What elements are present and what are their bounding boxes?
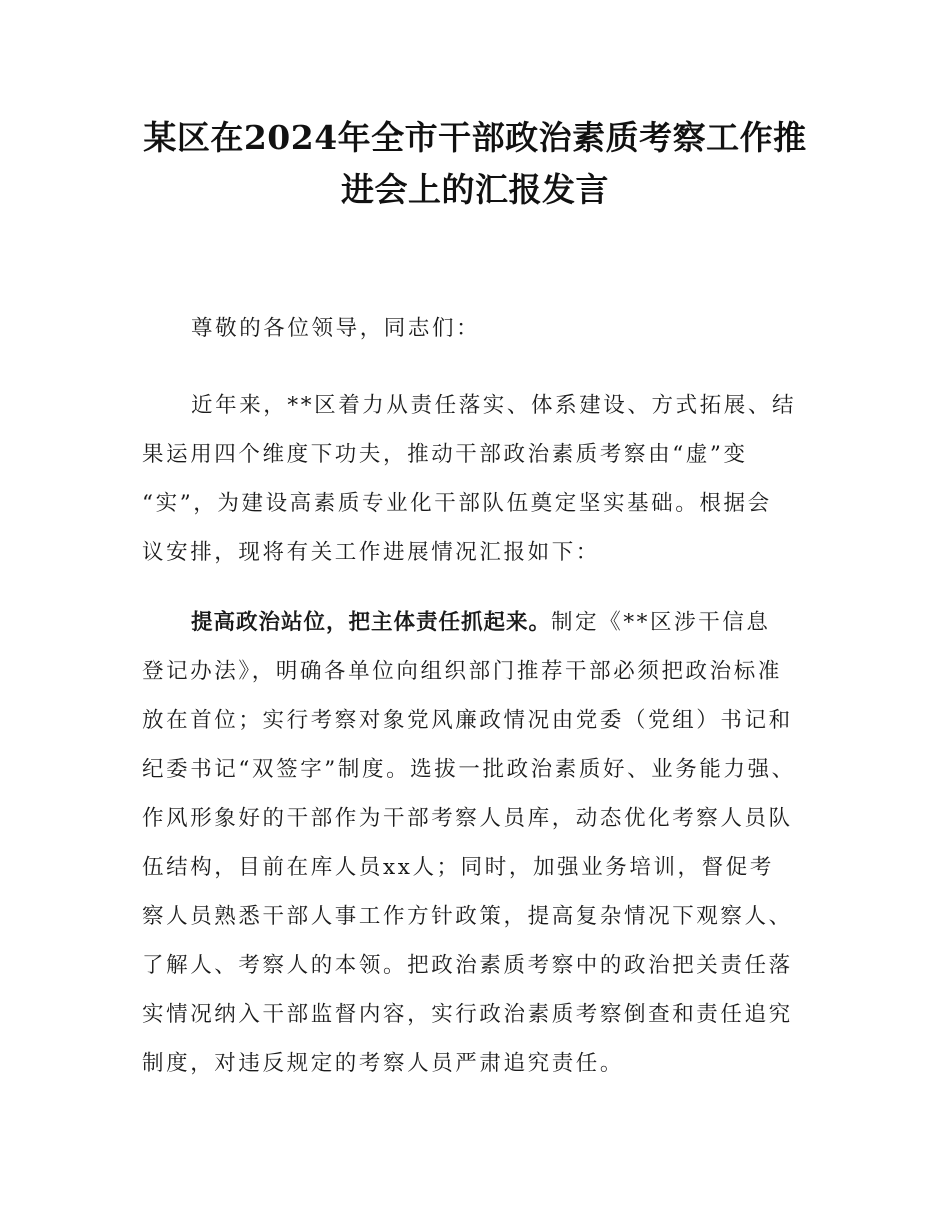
section1-line-6: 伍结构，目前在库人员xx人；同时，加强业务培训，督促考 [142,855,774,880]
section1-line-7: 察人员熟悉干部人事工作方针政策，提高复杂情况下观察人、 [142,904,793,929]
section1-line-9: 实情况纳入干部监督内容，实行政治素质考察倒查和责任追究 [142,1002,793,1027]
section1-line-2: 登记办法》，明确各单位向组织部门推荐干部必须把政治标准 [142,659,782,684]
greeting-line: 尊敬的各位领导，同志们： [191,316,481,341]
greeting-paragraph [142,304,832,353]
section1-line-10: 制度，对违反规定的考察人员严肃追究责任。 [142,1051,625,1076]
title-line-2: 进会上的汇报发言 [341,170,609,209]
intro-line-2: 果运用四个维度下功夫，推动干部政治素质考察由“虚”变 [142,442,748,467]
section1-heading: 提高政治站位，把主体责任抓起来。 [191,610,552,635]
intro-line-4: 议安排，现将有关工作进展情况汇报如下： [142,540,600,565]
section1-line-8: 了解人、考察人的本领。把政治素质考察中的政治把关责任落 [142,953,793,978]
section1-line-5: 作风形象好的干部作为干部考察人员库，动态优化考察人员队 [142,806,793,831]
intro-line-3: “实”，为建设高素质专业化干部队伍奠定坚实基础。根据会 [142,491,772,516]
section1-line-3: 放在首位；实行考察对象党风廉政情况由党委（党组）书记和 [142,708,793,733]
document-body [142,304,832,1088]
section1-paragraph [142,598,832,1088]
intro-line-1: 近年来，**区着力从责任落实、体系建设、方式拓展、结 [191,393,797,418]
document-title [120,112,830,216]
intro-paragraph [142,381,832,577]
section1-line-1 [142,598,832,647]
section1-first-line-rest: 制定《**区涉干信息 [551,610,771,635]
title-line-1: 某区在2024年全市干部政治素质考察工作推 [143,118,807,157]
section1-line-4: 纪委书记“双签字”制度。选拔一批政治素质好、业务能力强、 [142,757,796,782]
